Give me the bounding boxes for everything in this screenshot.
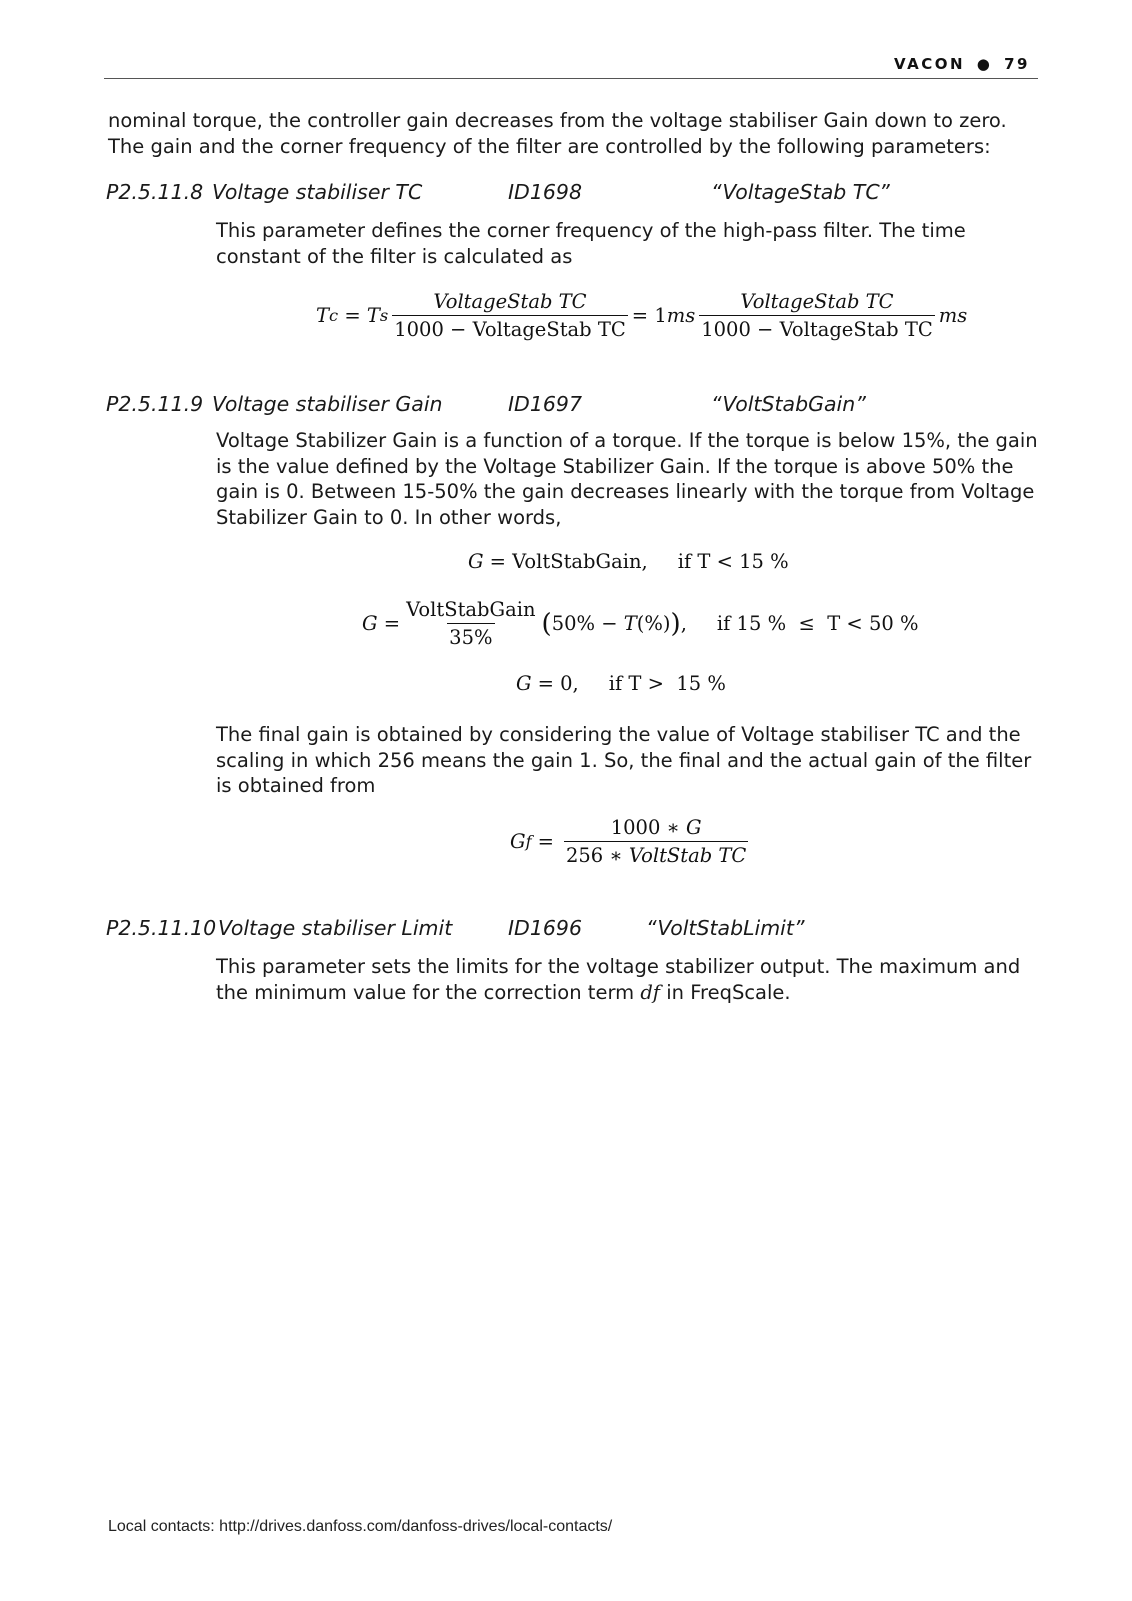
brand-name: VACON [894,55,966,73]
gain-fraction [404,598,537,649]
equation-rhs: = VoltStabGain, [489,550,648,573]
close-paren: ) [670,608,681,639]
description-text-before: This parameter sets the limits for the voltage stabilizer output. The maximum and the minimum value for the correction term [216,955,1021,1004]
ts-subscript: s [379,306,389,325]
param-name: Voltage stabiliser Gain [212,392,443,416]
equals-sign: = [338,304,367,327]
equation-condition: if 15 % ≤ T < 50 % [716,612,919,635]
page-number: 79 [1004,55,1030,73]
g-symbol: G [468,550,484,573]
equation-time-constant [316,290,967,341]
final-gain-numerator [609,816,704,841]
g-lhs: G = [362,612,401,635]
g-equals [362,612,400,635]
equals-one: = 1 [631,304,667,327]
final-gain-denominator [564,841,748,867]
numerator-constant: 1000 ∗ [610,816,686,839]
denominator-constant: 256 ∗ [565,844,629,867]
equation-gain-low-torque [468,550,789,573]
ms-unit-1: ms [666,304,696,327]
tc-symbol: T [316,304,330,327]
g-symbol: G [516,672,532,695]
param-heading-voltage-stabiliser-limit [106,916,1006,944]
fraction-2 [699,290,935,341]
gf-subscript: f [525,832,532,851]
numerator-variable: G [686,816,702,839]
ms-unit-2: ms [938,304,968,327]
param-code: “VoltStabGain” [711,392,866,416]
fraction-1-numerator: VoltageStab TC [433,290,587,313]
param-name: Voltage stabiliser Limit [218,916,453,940]
tc-subscript: c [329,306,339,325]
torque-symbol: T [623,612,637,635]
param-number: P2.5.11.10 [106,916,217,940]
param-id: ID1696 [508,916,583,940]
page-header [104,52,1038,79]
final-gain-fraction [564,816,748,867]
param-number: P2.5.11.8 [106,180,204,204]
param-code: “VoltStabLimit” [646,916,805,940]
equation-rhs: = 0, [537,672,579,695]
param-id: ID1698 [508,180,583,204]
description-text-after: in FreqScale. [660,980,791,1004]
param-number: P2.5.11.9 [106,392,204,416]
header-brand [894,55,1030,73]
bullet-separator: ● [976,55,993,73]
paren-body-pre: 50% − [551,612,624,635]
param-name: Voltage stabiliser TC [212,180,423,204]
equation-condition: if T > 15 % [608,672,726,695]
fraction-2-denominator: 1000 − VoltageStab TC [699,315,935,341]
param-description: This parameter defines the corner frequency of the high-pass filter. The time constant of the filter is calculated as [216,219,966,268]
df-symbol: df [640,980,661,1004]
paren-body-post: (%) [636,612,671,635]
gf-symbol: G [510,830,526,853]
param-description: Voltage Stabilizer Gain is a function of a torque. If the torque is below 15%, the gain is the value defined by the Voltage Stabilizer Gain. If the torque is above 50% the gain is 0. Between 15-50% the gain decreases linearly with the torque from Voltage Stabilizer Gain to 0. In other words, [216,429,1038,529]
fraction-1-denominator: 1000 − VoltageStab TC [392,315,628,341]
param-description-2: The final gain is obtained by considering the value of Voltage stabiliser TC and the scaling in which 256 means the gain 1. So, the final and the actual gain of the filter is obtained from [216,723,1032,797]
gain-fraction-denominator: 35% [447,623,494,649]
param-heading-voltage-stabiliser-gain [106,392,1006,420]
gain-fraction-numerator: VoltStabGain [406,598,536,621]
param-description [216,954,1046,1005]
footer-local-contacts: Local contacts: http://drives.danfoss.com/danfoss-drives/local-contacts/ [108,1518,613,1535]
fraction-1 [392,290,628,341]
equation-condition: if T < 15 % [677,550,789,573]
comma: , [680,612,687,635]
denominator-variable: VoltStab TC [628,844,747,867]
param-code: “VoltageStab TC” [711,180,890,204]
equation-gain-mid-torque [362,598,919,649]
equation-gain-high-torque [516,672,726,695]
intro-paragraph: nominal torque, the controller gain decreases from the voltage stabiliser Gain down to zero. The gain and the corner frequency of the filter are controlled by the following parameters: [108,109,1007,158]
equation-final-gain [510,816,752,867]
equals-sign: = [537,830,554,853]
open-paren: ( [541,608,552,639]
param-id: ID1697 [508,392,583,416]
param-heading-voltage-stabiliser-tc [106,180,1006,208]
fraction-2-numerator: VoltageStab TC [740,290,894,313]
ts-symbol: T [366,304,380,327]
